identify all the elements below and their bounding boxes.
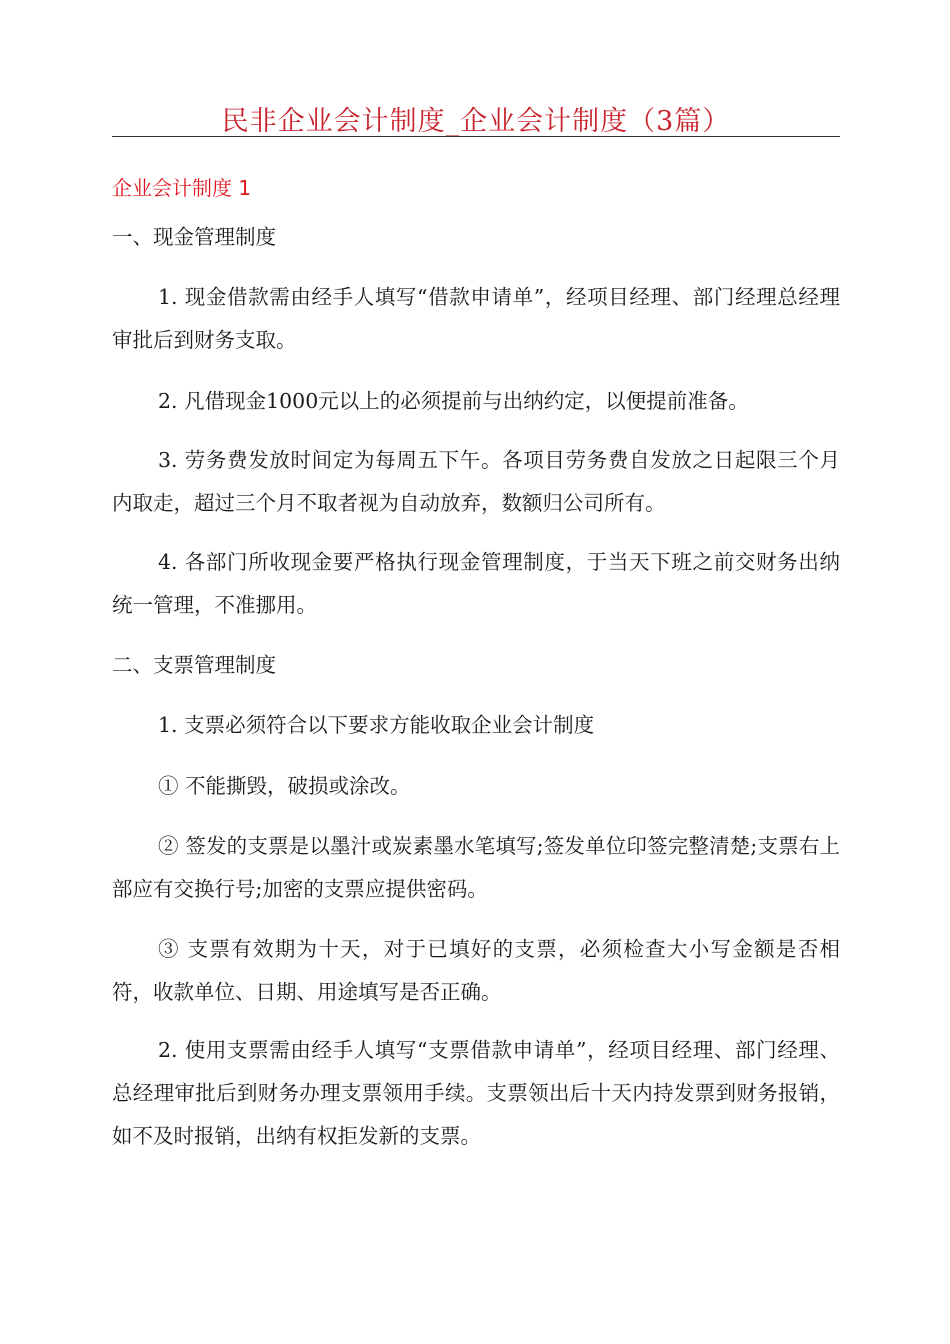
document-title: 民非企业会计制度_企业会计制度（3篇） — [221, 106, 731, 137]
section-heading: 企业会计制度 1 — [112, 176, 252, 200]
paragraph-cash-1: 1. 现金借款需由经手人填写“借款申请单”，经项目经理、部门经理总经理审批后到财务支取。 — [112, 285, 840, 352]
heading-cash-management: 一、现金管理制度 — [112, 225, 276, 249]
paragraph-cash-3: 3. 劳务费发放时间定为每周五下午。各项目劳务费自发放之日起限三个月内取走，超过三个月不取者视为自动放弃，数额归公司所有。 — [112, 448, 840, 515]
paragraph-check-item-1: ① 不能撕毁，破损或涂改。 — [158, 774, 411, 798]
paragraph-check-2: 2. 使用支票需由经手人填写“支票借款申请单”，经项目经理、部门经理、总经理审批后到财务办理支票领用手续。支票领出后十天内持发票到财务报销，如不及时报销，出纳有权拒发新的支票。 — [112, 1038, 840, 1148]
paragraph-cash-4: 4. 各部门所收现金要严格执行现金管理制度，于当天下班之前交财务出纳统一管理，不准挪用。 — [112, 550, 840, 617]
paragraph-check-item-2: ② 签发的支票是以墨汁或炭素墨水笔填写;签发单位印签完整清楚;支票右上部应有交换行号;加密的支票应提供密码。 — [112, 834, 840, 901]
paragraph-check-item-3: ③ 支票有效期为十天，对于已填好的支票，必须检查大小写金额是否相符，收款单位、日期、用途填写是否正确。 — [112, 937, 840, 1004]
heading-check-management: 二、支票管理制度 — [112, 653, 276, 677]
title-underline — [112, 136, 840, 137]
paragraph-check-1: 1. 支票必须符合以下要求方能收取企业会计制度 — [158, 713, 595, 737]
paragraph-cash-2: 2. 凡借现金1000元以上的必须提前与出纳约定，以便提前准备。 — [158, 389, 749, 413]
